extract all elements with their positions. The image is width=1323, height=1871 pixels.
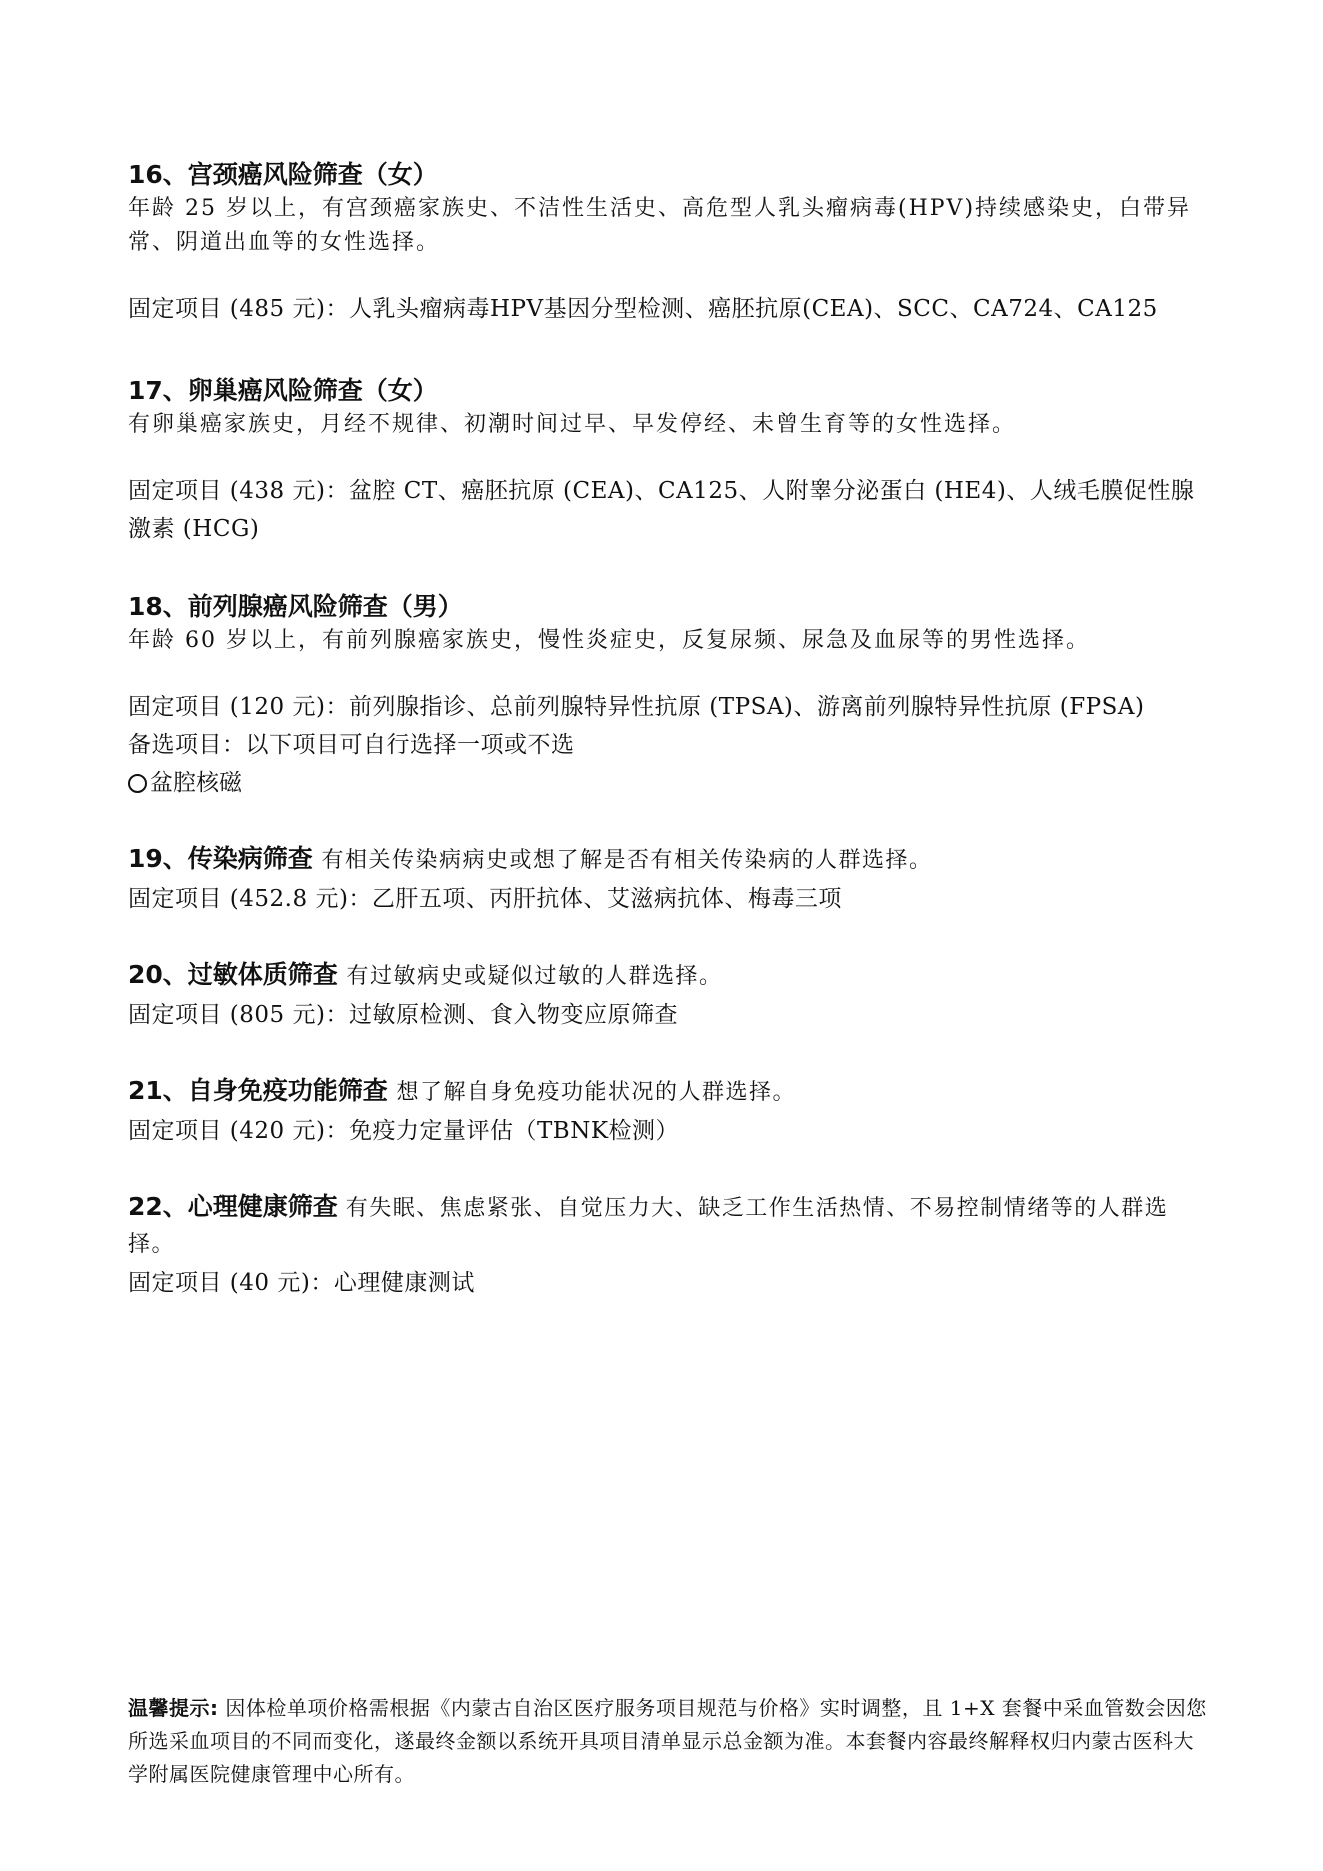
fixed-items: 固定项目 (420 元)：免疫力定量评估（TBNK检测）: [128, 1118, 680, 1144]
section-18: [128, 590, 1208, 802]
radio-circle-icon[interactable]: [128, 774, 147, 793]
section-heading: [128, 958, 1208, 994]
section-title: 21、自身免疫功能筛查: [128, 1076, 388, 1105]
fixed-items: 固定项目 (805 元)：过敏原检测、食入物变应原筛查: [128, 1002, 678, 1028]
section-22: [128, 1190, 1208, 1302]
section-20: [128, 958, 1208, 1034]
fixed-items: 固定项目 (452.8 元)：乙肝五项、丙肝抗体、艾滋病抗体、梅毒三项: [128, 886, 842, 912]
section-heading: [128, 842, 1208, 878]
section-description: 有过敏病史或疑似过敏的人群选择。: [346, 964, 723, 989]
fixed-items: 固定项目 (40 元)：心理健康测试: [128, 1270, 475, 1296]
section-19: [128, 842, 1208, 918]
section-description: 有失眠、焦虑紧张、自觉压力大、缺乏工作生活热情、不易控制情绪等的人群选择。: [128, 1196, 1169, 1257]
section-title: 19、传染病筛查: [128, 844, 313, 873]
section-description: 想了解自身免疫功能状况的人群选择。: [396, 1080, 797, 1105]
section-description: 有卵巢癌家族史，月经不规律、初潮时间过早、早发停经、未曾生育等的女性选择。: [128, 412, 1017, 437]
section-title: 18、前列腺癌风险筛查（男）: [128, 592, 463, 621]
section-heading: [128, 1190, 1208, 1262]
section-description: 有相关传染病病史或想了解是否有相关传染病的人群选择。: [321, 848, 933, 873]
fixed-items: 固定项目 (120 元)：前列腺指诊、总前列腺特异性抗原 (TPSA)、游离前列腺特异性抗原 (FPSA): [128, 694, 1145, 720]
section-heading: [128, 1074, 1208, 1110]
section-title: 20、过敏体质筛查: [128, 960, 338, 989]
optional-item-label: 盆腔核磁: [150, 770, 242, 796]
section-21: [128, 1074, 1208, 1150]
section-title: 17、卵巢癌风险筛查（女）: [128, 376, 438, 405]
section-title: 16、宫颈癌风险筛查（女）: [128, 160, 438, 189]
fixed-items: 固定项目 (485 元)：人乳头瘤病毒HPV基因分型检测、癌胚抗原(CEA)、SCC、CA724、CA125: [128, 296, 1158, 322]
section-description: 年龄 25 岁以上，有宫颈癌家族史、不洁性生活史、高危型人乳头瘤病毒(HPV)持续感染史，白带异常、阴道出血等的女性选择。: [128, 196, 1192, 255]
warm-tip: [128, 1692, 1208, 1791]
optional-items-label: 备选项目：以下项目可自行选择一项或不选: [128, 732, 575, 758]
section-17: [128, 374, 1208, 548]
section-16: [128, 158, 1208, 328]
warm-tip-text: 因体检单项价格需根据《内蒙古自治区医疗服务项目规范与价格》实时调整，且 1+X 套餐中采血管数会因您所选采血项目的不同而变化，遂最终金额以系统开具项目清单显示总金额为准。本套餐内容最终解释权归内蒙古医科大学附属医院健康管理中心所有。: [128, 1696, 1207, 1786]
fixed-items: 固定项目 (438 元)：盆腔 CT、癌胚抗原 (CEA)、CA125、人附睾分泌蛋白 (HE4)、人绒毛膜促性腺激素 (HCG): [128, 478, 1195, 542]
warm-tip-label: 温馨提示:: [128, 1696, 219, 1720]
optional-item[interactable]: [128, 764, 1208, 802]
section-description: 年龄 60 岁以上，有前列腺癌家族史，慢性炎症史，反复尿频、尿急及血尿等的男性选择。: [128, 628, 1090, 653]
section-title: 22、心理健康筛查: [128, 1192, 338, 1221]
